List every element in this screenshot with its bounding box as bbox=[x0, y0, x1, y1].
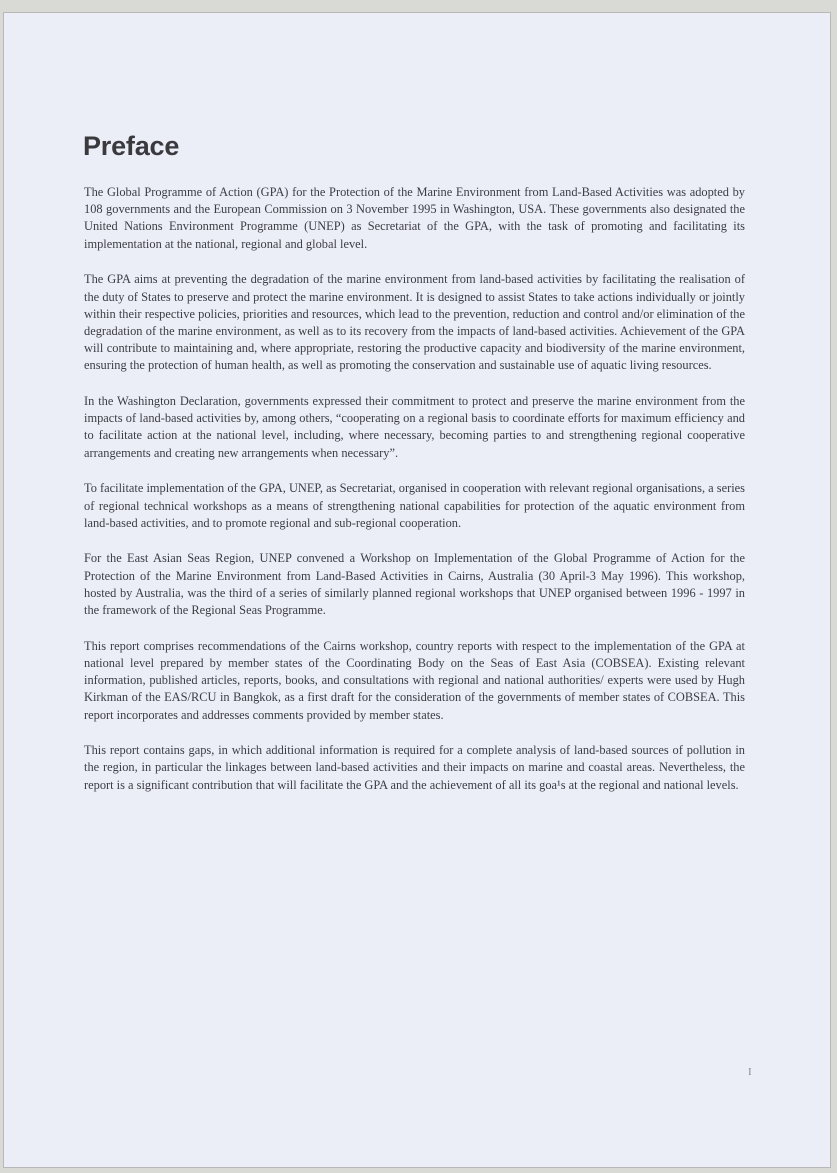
paragraph-report-contents: This report comprises recommendations of the Cairns workshop, country reports with respect to the implementation of the GPA at national level prepared by member states of the Coordinating Body on the Seas of East Asia (COBSEA). Existing relevant information, published articles, reports, books, and consultations with regional and national authorities/ experts were used by Hugh Kirkman of the EAS/RCU in Bangkok, as a first draft for the consideration of the governments of member states of COBSEA. This report incorporates and addresses comments provided by member states. bbox=[84, 638, 745, 722]
paragraph-gpa-aims: The GPA aims at preventing the degradation of the marine environment from land-based activities by facilitating the realisation of the duty of States to preserve and protect the marine environment. It is designed to assist States to take actions individually or jointly within their respective policies, priorities and resources, which lead to the prevention, reduction and control and/or elimination of the degradation of the marine environment, as well as to its recovery from the impacts of land-based activities. Achievement of the GPA will contribute to maintaining and, where appropriate, restoring the productive capacity and biodiversity of the marine environment, ensuring the protection of human health, as well as promoting the conservation and sustainable use of aquatic living resources. bbox=[84, 272, 745, 373]
preface-body bbox=[84, 184, 745, 812]
page-title: Preface bbox=[83, 131, 180, 161]
document-page bbox=[3, 12, 831, 1168]
page-number: I bbox=[748, 1066, 752, 1078]
paragraph-east-asian-seas: For the East Asian Seas Region, UNEP convened a Workshop on Implementation of the Global Programme of Action for the Protection of the Marine Environment from Land-Based Activities in Cairns, Australia (30 April-3 May 1996). This workshop, hosted by Australia, was the third of a series of similarly planned regional workshops that UNEP organised between 1996 - 1997 in the framework of the Regional Seas Programme. bbox=[84, 551, 745, 618]
paragraph-regional-workshops: To facilitate implementation of the GPA, UNEP, as Secretariat, organised in cooperation with relevant regional organisations, a series of regional technical workshops as a means of strengthening national capabilities for protection of the aquatic environment from land-based activities, and to promote regional and sub-regional cooperation. bbox=[84, 481, 745, 530]
paragraph-washington-declaration: In the Washington Declaration, governments expressed their commitment to protect and preserve the marine environment from the impacts of land-based activities by, among others, “cooperating on a regional basis to coordinate efforts for maximum efficiency and to facilitate action at the national level, including, where necessary, becoming parties to and strengthening regional cooperative arrangements and creating new arrangements when necessary”. bbox=[84, 394, 745, 460]
paragraph-gpa-adoption: The Global Programme of Action (GPA) for the Protection of the Marine Environment from Land-Based Activities was adopted by 108 governments and the European Commission on 3 November 1995 in Washington, USA. These governments also designated the United Nations Environment Programme (UNEP) as Secretariat of the GPA, with the task of promoting and facilitating its implementation at the national, regional and global level. bbox=[84, 185, 745, 251]
paragraph-report-gaps: This report contains gaps, in which additional information is required for a complete analysis of land-based sources of pollution in the region, in particular the linkages between land-based activities and their impacts on marine and coastal areas. Nevertheless, the report is a significant contribution that will facilitate the GPA and the achievement of all its goa¹s at the regional and national levels. bbox=[84, 743, 745, 792]
